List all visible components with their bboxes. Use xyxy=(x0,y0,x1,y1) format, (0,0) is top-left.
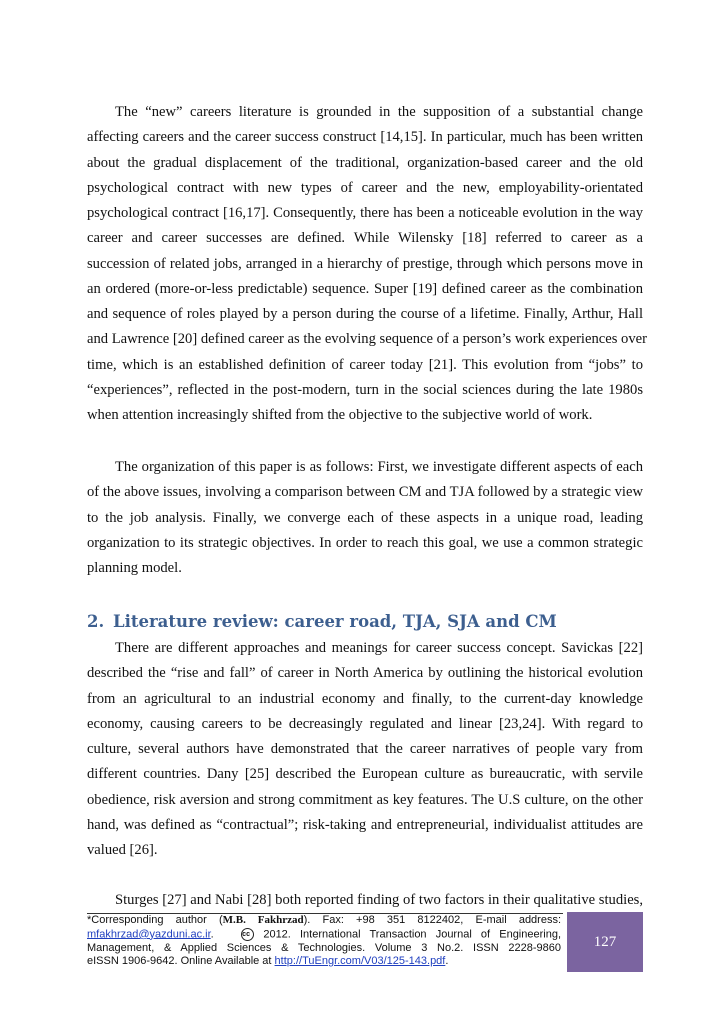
text-line: There are different approaches and meanings for career success concept. Savickas [22] xyxy=(115,640,643,656)
text-line: affecting careers and the career success construct [14,15]. In particular, much has been written xyxy=(87,129,643,146)
text-line: “experiences”, reflected in the post-modern, turn in the social sciences during the late 1980s xyxy=(87,381,643,398)
corr-suffix: ). Fax: +98 351 8122402, E-mail address: xyxy=(303,914,562,926)
text-line: psychological contract with new types of career and the new, employability-orientated xyxy=(87,179,643,196)
text-line: culture, several authors have demonstrated that the career narratives of people vary from xyxy=(87,741,643,757)
text-line: described the “rise and fall” of career in North America by outlining the historical evolution xyxy=(87,665,643,682)
creative-commons-icon: cc xyxy=(241,928,254,941)
text-line: The “new” careers literature is grounded in the supposition of a substantial change xyxy=(115,104,643,120)
text-line: obedience, risk aversion and strong commitment as key features. The U.S culture, on the other xyxy=(87,791,643,808)
text-line: different countries. Dany [25] described the European culture as bureaucratic, with servile xyxy=(87,766,643,783)
text-line: The organization of this paper is as follows: First, we investigate different aspects of each xyxy=(115,459,643,475)
text-line: and Lawrence [20] defined career as the evolving sequence of a person’s work experiences over xyxy=(87,331,647,348)
section-heading xyxy=(87,612,557,631)
footnote-line-4 xyxy=(87,955,561,969)
page-number-box xyxy=(567,912,643,972)
paragraph-literature-review xyxy=(87,636,643,863)
text-line: from an agricultural to an industrial economy and finally, to the current-day knowledge xyxy=(87,690,643,707)
section-title: Literature review: career road, TJA, SJA and CM xyxy=(113,612,557,631)
copyright-text: 2012. International Transaction Journal of Engineering, xyxy=(263,928,562,940)
text-line: organization to its strategic objectives. In order to reach this goal, we use a common strategic xyxy=(87,534,643,551)
text-line: of the above issues, involving a comparison between CM and TJA followed by a strategic view xyxy=(87,484,643,501)
email-link[interactable]: mfakhrzad@yazduni.ac.ir xyxy=(87,928,211,940)
footnote-line-1 xyxy=(87,914,561,928)
section-number: 2. xyxy=(87,612,105,631)
text-line: and sequence of roles played by a person during the course of a lifetime. Finally, Arthur, Hall xyxy=(87,306,643,322)
text-line: about the gradual displacement of the traditional, organization-based career and the old xyxy=(87,154,643,171)
footnote-line-2: mfakhrzad@yazduni.ac.ir. cc 2012. International Transaction Journal of Engineering, xyxy=(87,928,562,940)
eissn-text: eISSN 1906-9642. Online Available at xyxy=(87,955,275,968)
text-line: Sturges [27] and Nabi [28] both reported finding of two factors in their qualitative studies, xyxy=(115,892,643,908)
text-line: succession of related jobs, arranged in a hierarchy of prestige, through which persons move in xyxy=(87,255,643,272)
paragraph-sturges xyxy=(87,888,643,913)
paragraph-organization xyxy=(87,455,643,581)
text-line: planning model. xyxy=(87,560,182,576)
page-number: 127 xyxy=(593,933,617,950)
paragraph-intro xyxy=(87,100,647,428)
text-line: career and career successes are defined. While Wilensky [18] referred to career as a xyxy=(87,230,643,247)
author-name: M.B. Fakhrzad xyxy=(222,914,304,926)
text-line: valued [26]. xyxy=(87,842,158,858)
pdf-url-link[interactable]: http://TuEngr.com/V03/125-143.pdf xyxy=(274,955,446,968)
text-line: psychological contract [16,17]. Consequently, there has been a noticeable evolution in the way xyxy=(87,205,643,221)
text-line: to the job analysis. Finally, we converge each of these aspects in a unique road, leading xyxy=(87,509,643,526)
text-line: hand, was defined as “contractual”; risk-taking and entrepreneurial, individualist attitudes are xyxy=(87,816,643,833)
text-line: economy, causing careers to be decreasingly regulated and linear [23,24]. With regard to xyxy=(87,715,643,732)
corr-prefix: *Corresponding author ( xyxy=(87,914,223,926)
footnote xyxy=(87,914,561,969)
footnote-line-3: Management, & Applied Sciences & Technologies. Volume 3 No.2. ISSN 2228-9860 xyxy=(87,941,561,954)
period: . xyxy=(445,955,449,968)
text-line: when attention increasingly shifted from the objective to the subjective world of work. xyxy=(87,407,593,423)
text-line: time, which is an established definition of career today [21]. This evolution from “jobs” to xyxy=(87,356,643,373)
text-line: an ordered (more-or-less predictable) sequence. Super [19] defined career as the combination xyxy=(87,280,643,297)
